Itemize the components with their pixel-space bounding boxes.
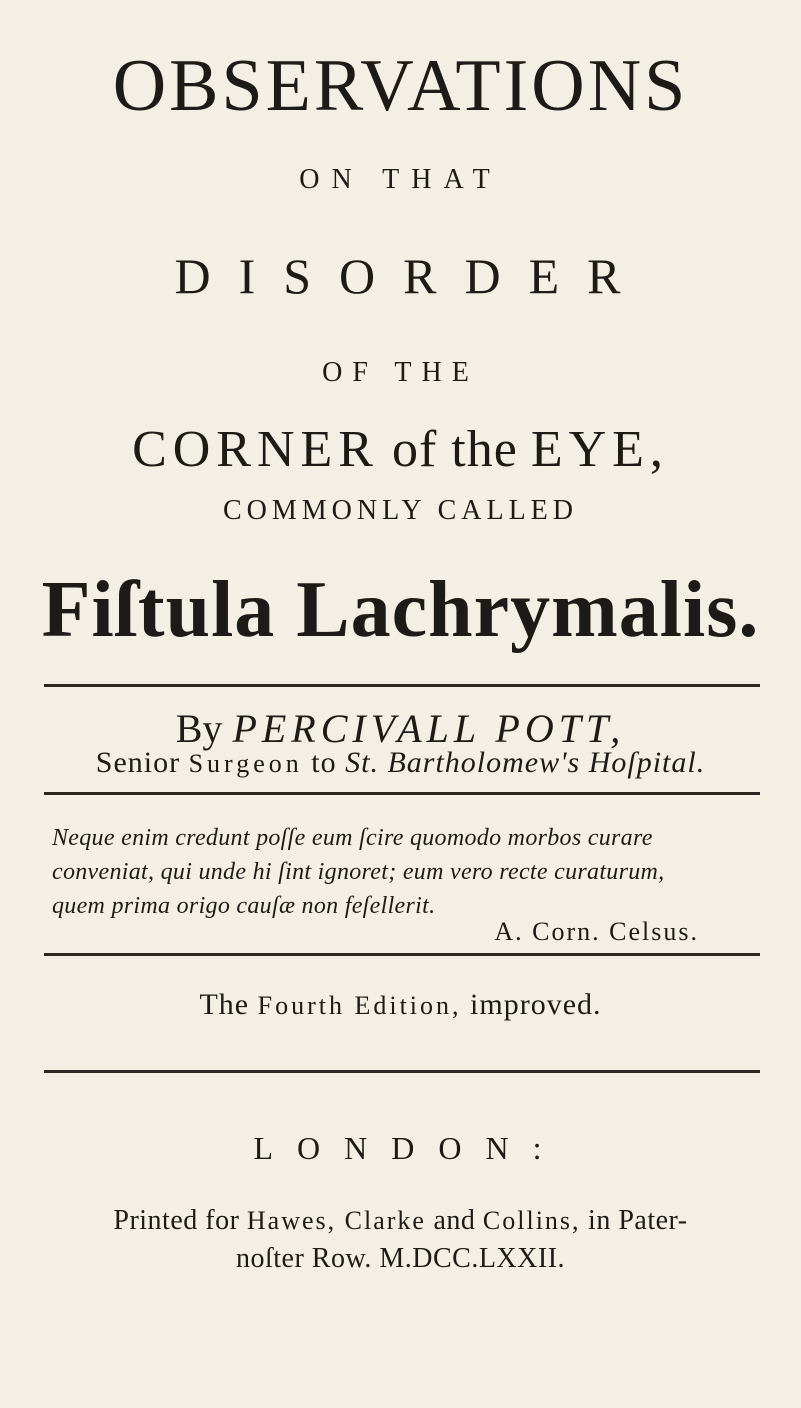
title-observations: OBSERVATIONS — [112, 45, 689, 127]
title-of-the-lower: of the — [391, 421, 518, 478]
imprint-and: and — [433, 1205, 476, 1236]
title-fistula-lachrymalis: Fiſtula Lachrymalis. — [41, 566, 760, 654]
divider-rule — [44, 684, 760, 687]
author-position-surgeon: Surgeon — [188, 749, 303, 778]
imprint-address-date: noſter Row. M.DCC.LXXII. — [235, 1243, 566, 1274]
imprint-pater: in Pater- — [588, 1205, 688, 1236]
author-position-place: St. Bartholomew's Hoſpital. — [345, 746, 706, 779]
edition-fourth: Fourth Edition, — [257, 991, 462, 1020]
divider-rule — [44, 953, 760, 956]
author-position-to: to — [311, 746, 337, 779]
epigraph — [52, 821, 772, 923]
title-disorder: DISORDER — [174, 248, 649, 304]
divider-rule — [44, 1070, 760, 1073]
title-eye: EYE, — [530, 421, 669, 478]
imprint-hawes-clarke: Hawes, Clarke — [246, 1206, 426, 1235]
title-on-that: ON THAT — [299, 164, 502, 195]
edition-statement — [0, 985, 801, 1026]
divider-rule — [44, 792, 760, 795]
imprint-collins: Collins, — [482, 1206, 581, 1235]
edition-improved: improved. — [470, 988, 602, 1021]
author-name: PERCIVALL POTT, — [232, 706, 626, 751]
imprint-printed-for: Printed for — [113, 1205, 240, 1236]
title-corner-of-the-eye — [0, 418, 801, 482]
edition-the: The — [199, 988, 250, 1021]
epigraph-attribution: A. Corn. Celsus. — [494, 917, 699, 946]
title-commonly-called: COMMONLY CALLED — [222, 495, 579, 526]
imprint-publishers — [0, 1202, 801, 1240]
author-position-pre: Senior — [95, 746, 181, 779]
epigraph-line: Neque enim credunt poſſe eum ſcire quomodo morbos curare — [52, 825, 653, 851]
author-by: By — [175, 706, 223, 751]
epigraph-line: conveniat, qui unde hi ſint ignoret; eum vero recte curaturum, — [52, 859, 665, 885]
title-corner: CORNER — [132, 421, 379, 478]
epigraph-line: quem prima origo cauſæ non feſellerit. — [52, 893, 436, 919]
title-of-the: OF THE — [322, 357, 479, 388]
author-position — [0, 743, 801, 784]
imprint-city: LONDON: — [253, 1130, 566, 1166]
